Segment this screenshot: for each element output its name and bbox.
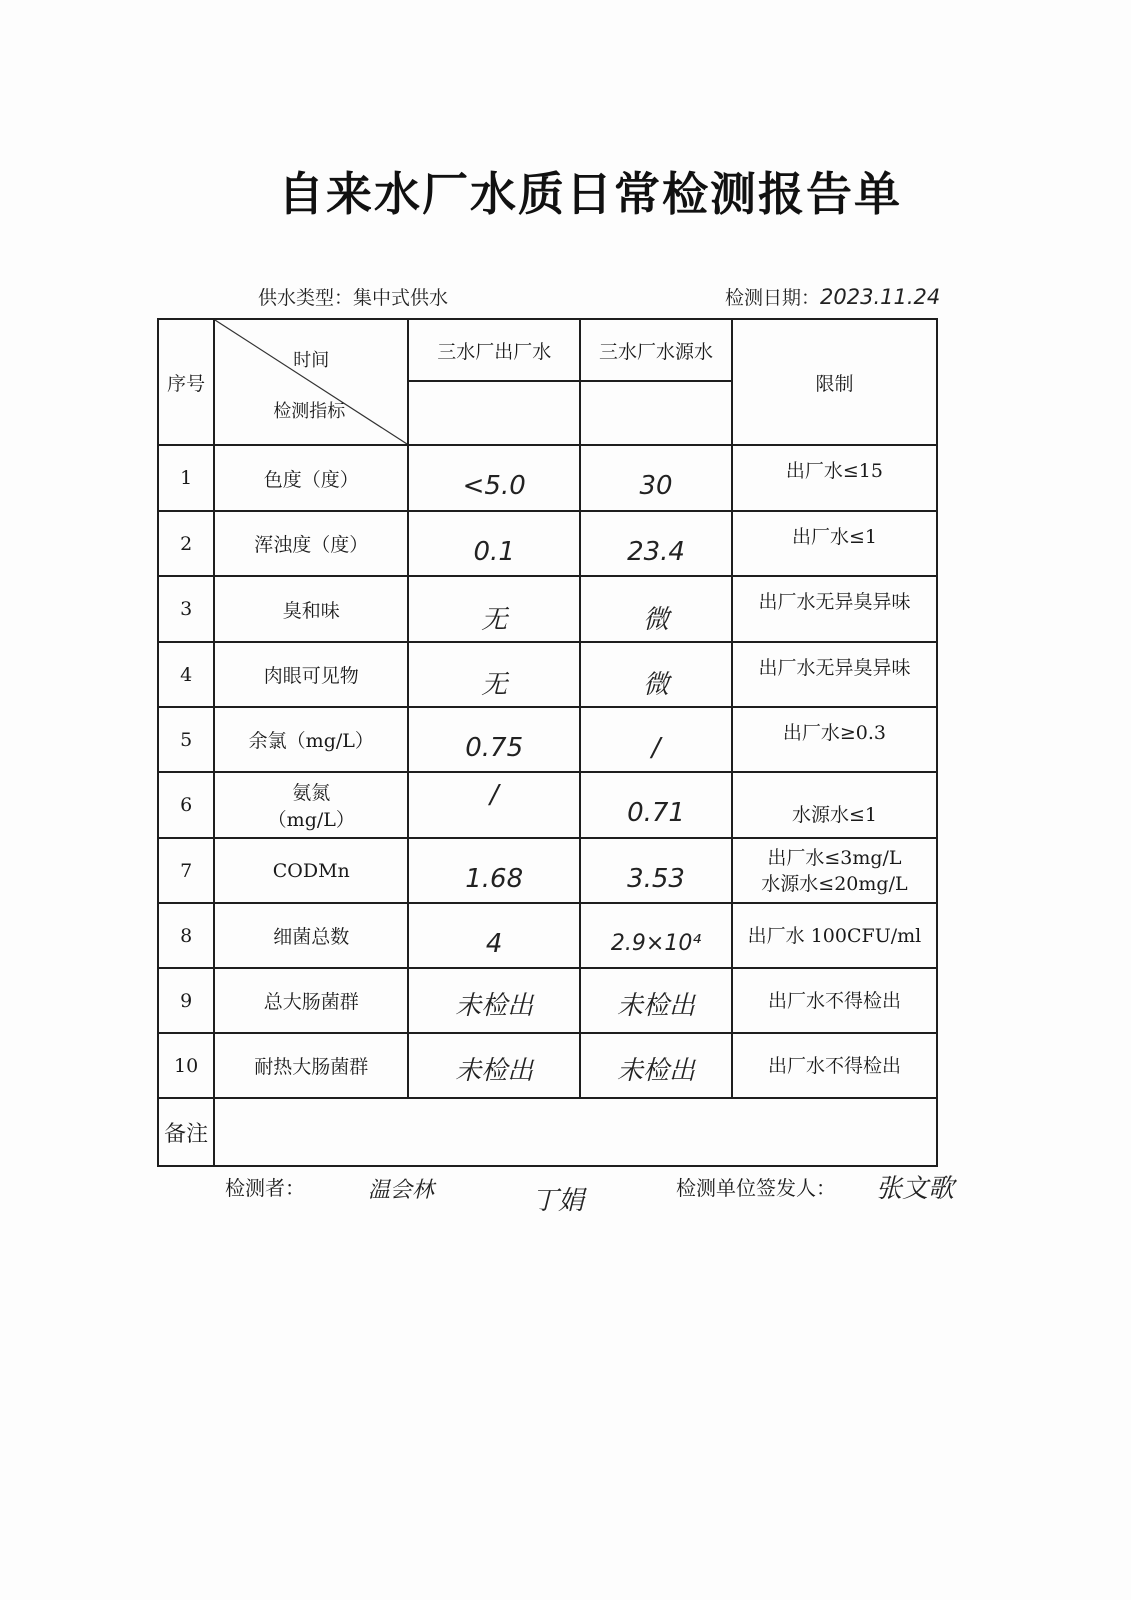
value-b: / [651,732,661,763]
row-value-b [580,445,732,511]
value-a: 4 [485,928,503,959]
remarks-label: 备注 [158,1098,214,1166]
limit-text: 水源水≤1 [791,804,877,826]
value-b: 30 [639,471,673,501]
value-a: 0.1 [473,536,515,567]
test-date [725,283,940,310]
limit-text-2: 水源水≤20mg/L [761,872,908,895]
value-b: 0.71 [627,798,685,828]
row-indicator: 色度（度） [214,445,408,511]
header-diagonal-cell [214,319,408,445]
document-title: 自来水厂水质日常检测报告单 [278,167,902,221]
row-value-a [408,511,580,576]
header-col-a-blank [408,381,580,445]
supply-type [258,283,448,310]
limit-text: 出厂水≥0.3 [782,721,887,744]
row-value-a [408,903,580,968]
value-a: 未检出 [455,1056,534,1086]
row-indicator: 浑浊度（度） [214,511,408,576]
row-value-a [408,445,580,511]
table-row [158,576,937,642]
row-limit [732,445,937,511]
row-limit [732,772,937,838]
row-indicator: 耐热大肠菌群 [214,1033,408,1098]
diagonal-line [215,320,407,444]
row-no: 4 [158,642,214,707]
value-b: 2.9×10⁴ [610,931,702,956]
value-a: 1.68 [465,863,524,894]
date-value: 2023.11.24 [820,285,941,309]
row-no: 8 [158,903,214,968]
value-b: 3.53 [627,863,685,894]
row-no: 9 [158,968,214,1033]
row-no: 6 [158,772,214,838]
tester-label: 检测者： [225,1176,305,1200]
row-value-b [580,511,732,576]
value-a: 未检出 [455,991,534,1021]
date-label: 检测日期： [725,287,821,309]
row-indicator [214,772,408,838]
issuer-signature: 张文歌 [876,1174,955,1204]
limit-text: 出厂水不得检出 [767,989,901,1012]
tester-signature-1: 温会林 [368,1178,435,1203]
row-value-a [408,772,580,838]
header-time: 时间 [293,350,330,371]
remarks-value [214,1098,937,1166]
value-b: 未检出 [617,1056,696,1086]
limit-text: 出厂水不得检出 [767,1054,901,1077]
limit-text: 出厂水≤15 [785,460,883,482]
row-value-b [580,576,732,642]
table-row [158,511,937,576]
row-value-b [580,1033,732,1098]
row-limit [732,707,937,772]
row-limit [732,1033,937,1098]
header-limit: 限制 [732,319,937,445]
limit-text: 出厂水 100CFU/ml [747,924,922,947]
value-a: <5.0 [462,471,526,501]
header-seq: 序号 [158,319,214,445]
row-value-a [408,707,580,772]
row-value-a [408,576,580,642]
header-col-b: 三水厂水源水 [580,319,732,381]
table-row [158,1033,937,1098]
value-b: 微 [643,670,670,700]
limit-text: 出厂水≤1 [791,525,877,548]
remarks-row [158,1098,937,1166]
row-no: 1 [158,445,214,511]
issuer-label: 检测单位签发人： [676,1176,836,1200]
header-col-a: 三水厂出厂水 [408,319,580,381]
row-limit [732,642,937,707]
table-row [158,903,937,968]
value-a: 无 [481,670,508,700]
report-table [157,318,938,1167]
indicator-name: 氨氮 [292,782,331,804]
row-value-b [580,642,732,707]
row-value-b [580,772,732,838]
header-col-b-blank [580,381,732,445]
row-indicator: CODMn [214,838,408,903]
row-no: 5 [158,707,214,772]
row-value-a [408,838,580,903]
limit-text: 出厂水无异臭异味 [758,656,911,679]
row-limit [732,838,937,903]
supply-type-label: 供水类型： [258,287,354,309]
value-b: 未检出 [617,991,696,1021]
value-a: 无 [481,604,508,635]
row-indicator: 余氯（mg/L） [214,707,408,772]
indicator-unit: （mg/L） [267,809,355,831]
limit-text: 出厂水≤3mg/L [767,846,902,869]
row-limit [732,903,937,968]
row-indicator: 细菌总数 [214,903,408,968]
row-limit [732,968,937,1033]
table-row [158,772,937,838]
row-value-b [580,968,732,1033]
table-row [158,707,937,772]
row-no: 2 [158,511,214,576]
row-limit [732,511,937,576]
value-b: 23.4 [627,536,685,567]
value-a: / [489,780,499,810]
limit-text: 出厂水无异臭异味 [758,591,911,613]
value-a: 0.75 [465,732,524,763]
row-value-b [580,838,732,903]
table-row [158,642,937,707]
row-value-a [408,642,580,707]
row-value-b [580,903,732,968]
row-no: 7 [158,838,214,903]
value-b: 微 [643,604,670,635]
table-row [158,968,937,1033]
table-row [158,445,937,511]
supply-type-value: 集中式供水 [353,287,449,309]
row-value-a [408,1033,580,1098]
row-value-b [580,707,732,772]
row-limit [732,576,937,642]
header-indicator: 检测指标 [273,401,346,422]
row-no: 10 [158,1033,214,1098]
row-value-a [408,968,580,1033]
row-indicator: 肉眼可见物 [214,642,408,707]
tester-signature-2: 丁娟 [532,1186,585,1216]
table-row [158,838,937,903]
row-no: 3 [158,576,214,642]
row-indicator: 臭和味 [214,576,408,642]
row-indicator: 总大肠菌群 [214,968,408,1033]
